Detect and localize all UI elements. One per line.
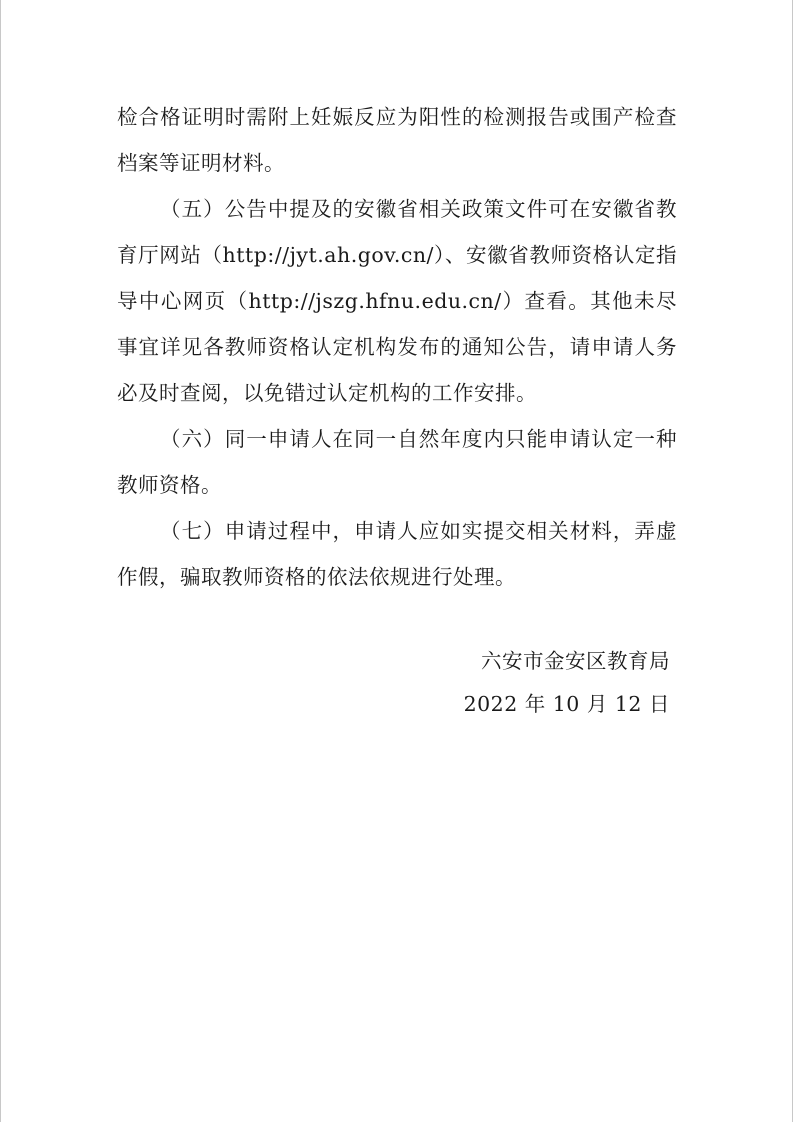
- document-body: [117, 94, 677, 600]
- signature-block: [464, 640, 670, 726]
- paragraph-item-7: （七）申请过程中，申请人应如实提交相关材料，弄虚作假，骗取教师资格的依法依规进行处理。: [117, 519, 677, 589]
- paragraph-item-6: （六）同一申请人在同一自然年度内只能申请认定一种教师资格。: [117, 427, 677, 497]
- page-edge-left: [0, 0, 1, 1122]
- paragraph-continuation: 检合格证明时需附上妊娠反应为阳性的检测报告或围产检查档案等证明材料。: [117, 105, 677, 175]
- issue-date: 2022 年 10 月 12 日: [463, 692, 670, 716]
- issuing-organization: 六安市金安区教育局: [481, 649, 670, 673]
- paragraph-item-5: （五）公告中提及的安徽省相关政策文件可在安徽省教育厅网站（http://jyt.ah.gov.cn/）、安徽省教师资格认定指导中心网页（http://jszg.hfnu.edu.cn/）查看。其他未尽事宜详见各教师资格认定机构发布的通知公告，请申请人务必及时查阅，以免错过认定机构的工作安排。: [117, 197, 677, 405]
